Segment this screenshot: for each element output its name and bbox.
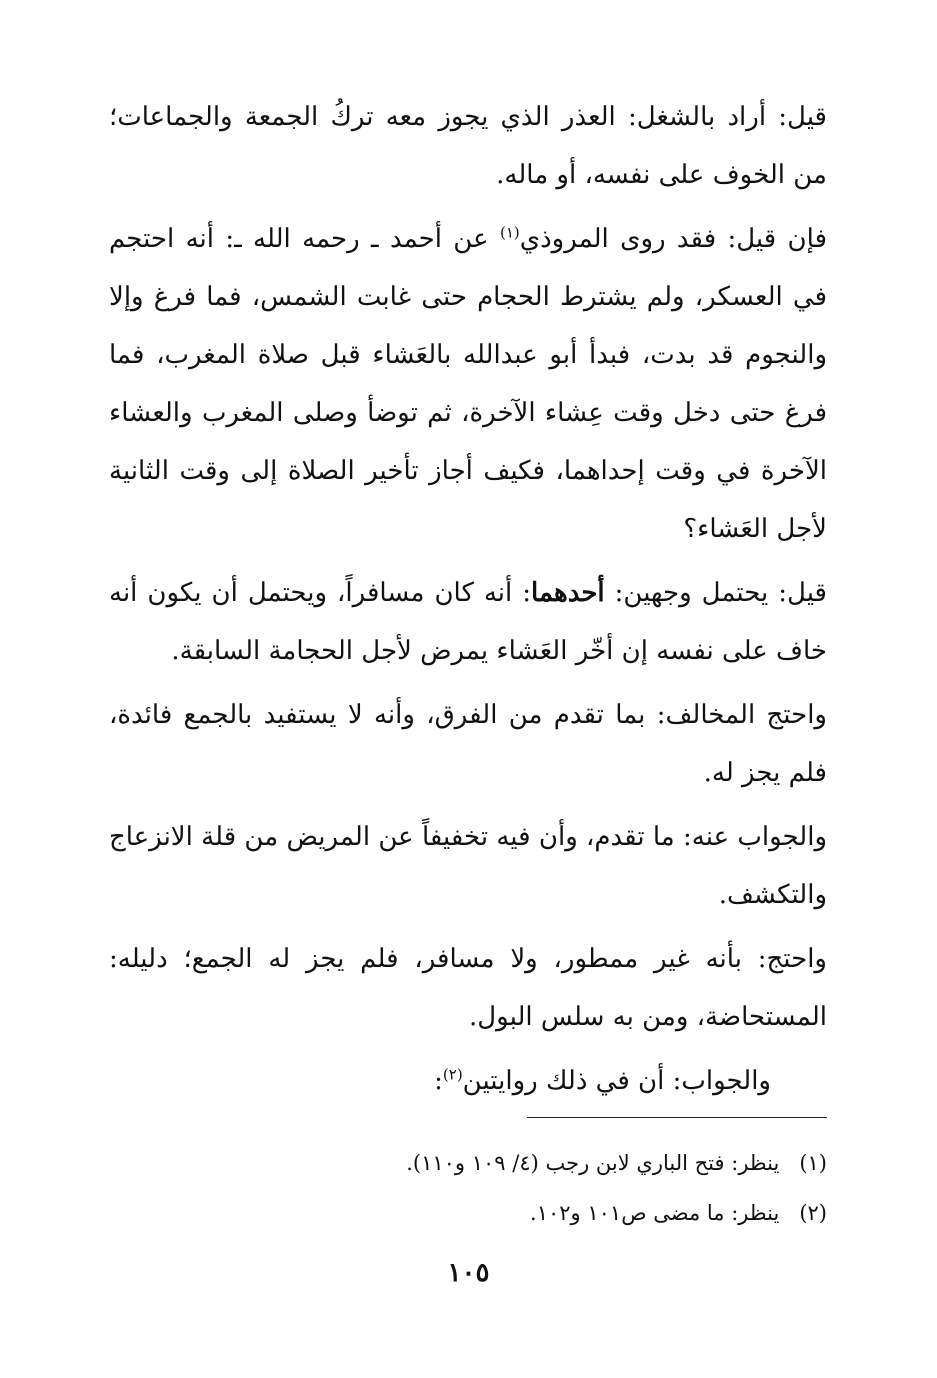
footnote-1-number: (١) [799,1151,827,1175]
paragraph-5-text: والجواب عنه: ما تقدم، وأن فيه تخفيفاً عن المريض من قلة الانزعاج والتكشف. [109,822,827,910]
paragraph-3-before: قيل: يحتمل وجهين: [604,578,827,608]
footnote-1 [109,1138,827,1188]
footnote-1-text: ينظر: فتح الباري لابن رجب (٤/ ١٠٩ و١١٠). [406,1151,780,1175]
paragraph-4 [109,686,827,802]
footnote-ref-1[interactable]: (١) [499,223,520,242]
paragraph-3-bold-term: أحدهما [531,578,605,608]
footnote-separator [527,1117,827,1118]
footnote-2-text: ينظر: ما مضى ص١٠١ و١٠٢. [530,1201,780,1225]
paragraph-5 [109,808,827,924]
footnote-ref-2[interactable]: (٢) [442,1065,463,1084]
paragraph-6 [109,930,827,1046]
paragraph-2-after: عن أحمد ـ رحمه الله ـ: أنه احتجم في العسكر، ولم يشترط الحجام حتى غابت الشمس، فما فرغ وإلا والنجوم قد بدت، فبدأ أبو عبدالله بالعَشاء قبل صلاة المغرب، فما فرغ حتى دخل وقت عِشاء الآخرة، ثم توضأ وصلى المغرب والعشاء الآخرة في وقت إحداهما، فكيف أجاز تأخير الصلاة إلى وقت الثانية لأجل العَشاء؟ [109,224,827,544]
paragraph-7-after: : [434,1066,443,1096]
paragraph-2 [109,210,827,558]
paragraph-2-before: فإن قيل: فقد روى المروذي [519,224,827,254]
paragraph-7-before: والجواب: أن في ذلك روايتين [462,1066,771,1096]
paragraph-1-text: قيل: أراد بالشغل: العذر الذي يجوز معه تركُ الجمعة والجماعات؛ من الخوف على نفسه، أو ماله. [109,102,827,190]
main-text [109,88,827,1116]
paragraph-4-text: واحتج المخالف: بما تقدم من الفرق، وأنه لا يستفيد بالجمع فائدة، فلم يجز له. [109,700,827,788]
paragraph-7 [109,1052,827,1110]
footnote-2 [109,1188,827,1238]
paragraph-3 [109,564,827,680]
paragraph-1 [109,88,827,204]
page-number: ١٠٥ [447,1258,490,1288]
paragraph-6-text: واحتج: بأنه غير ممطور، ولا مسافر، فلم يجز له الجمع؛ دليله: المستحاضة، ومن به سلس البول. [109,944,827,1032]
paragraph-3-after: : أنه كان مسافراً، ويحتمل أن يكون أنه خاف على نفسه إن أخّر العَشاء يمرض لأجل الحجامة السابقة. [109,578,827,666]
footnotes [109,1138,827,1238]
footnote-2-number: (٢) [799,1201,827,1225]
